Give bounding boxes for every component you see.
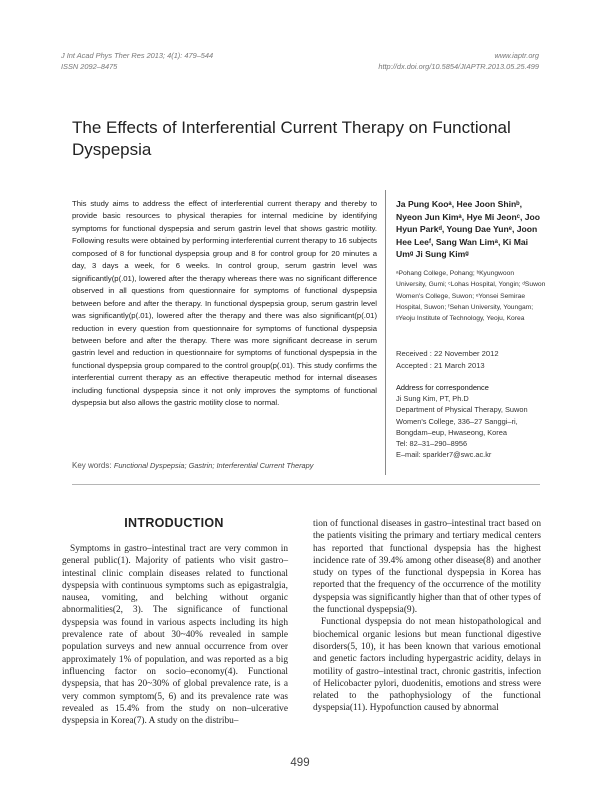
- correspondence-tel: Tel: 82–31–290–8956: [396, 439, 468, 449]
- doi-link[interactable]: http://dx.doi.org/10.5854/JIAPTR.2013.05.25.499: [378, 62, 539, 71]
- page-number: 499: [290, 757, 310, 769]
- intro-paragraph: Symptoms in gastro–intestinal tract are very common in general public(1). Majority of patients who visit gastro–intestinal clinic complain diseases related to functional dyspepsia with continuous symptoms such as epigastralgia, nausea, vomiting, and belching without organic abnormalities(2, 3). The significance of functional dyspepsia was found in various aspects including its high prevalence rate of about 30~40% revealed in sample population surveys and new annual occurrence from over approximately 1% of population, and was reported as a big influencing factor on socio–economy(4). Functional dyspepsia, that has 20~30% of global prevalence rate, is a very common symptom(5, 6) and its prevalence rate was revealed as 15.4% from the study on non–ulcerative dyspepsia in Korea(7). A study on the distribu–: [62, 544, 288, 727]
- header-left: [61, 50, 213, 72]
- header-right: [378, 50, 539, 72]
- received-date: Received : 22 November 2012: [396, 349, 499, 358]
- author-list: Ja Pung Kooᵃ, Hee Joon Shinᵇ, Nyeon Jun Kimᵃ, Hye Mi Jeonᶜ, Joo Hyun Parkᵈ, Young Dae Yunᵉ, Joon Hee Leeᶠ, Sang Wan Limᵃ, Ki Mai Umᵍ Ji Sung Kimᵍ: [396, 199, 541, 260]
- intro-paragraph: Functional dyspepsia do not mean histopathological and biochemical organic lesions but mean functional digestive disorders(5, 10), it has been known that various emotional and genetic factors including hypergastric acidity, delays in motility of gastro–intestinal tract, chronic gastritis, infection of Helicobacter pylori, duodenitis, emotions and stress were related to the pathophysiology of the functional dyspepsia(11). Hypofunction caused by abnormal: [313, 617, 541, 714]
- abstract: This study aims to address the effect of interferential current therapy and thereby to provide basic resources to physical therapies for internal medicine by identifying symptoms for functional dyspepsia and serum gastrin level that shows gastric motility. Following results were obtained by performing interferential current therapy to 16 subjects composed of 8 for functional dyspepsia group and 8 for control group for 20 minutes a day, 3 days a week, for 6 weeks. In control group, serum gastrin level was significantly(p(.01), lowered after the therapy whereas there was no significant difference observed in all questions from questionnaire for symptoms of functional dyspepsia between before and after the therapy. In functional dyspepsia group, serum gastrin level was significantly(p(.01), lowered after the therapy and there was also significant(p(.01) reduction in every question from questionnaire for symptoms of functional dyspepsia between before and after the therapy. There was more significant decrease in serum gastrin level and reduction in questionnaire for symptoms of functional dyspepsia in the functional dyspepsia group compared to the control group(p(.01). This study confirms the interferential current therapy as an effective therapeutic method for internal diseases including functional dyspepsia since it not only improves the symptoms of functional dyspepsia but also allows the gastric motility close to normal.: [72, 199, 377, 408]
- affiliations: ᵃPohang College, Pohang; ᵇKyungwoon University, Gumi; ᶜLohas Hospital, Yongin; ᵈSuwon Women's College, Suwon; ᵉYonsei Semirae Hospital, Suwon; ᶠSehan University, Youngam; ᵍYeoju Institute of Technology, Yeoju, Korea: [396, 270, 546, 323]
- issn: ISSN 2092–8475: [61, 62, 118, 71]
- intro-paragraph-continued: tion of functional diseases in gastro–intestinal tract based on the patients visiting the primary and tertiary medical centers has reported that functional dyspepsia has the highest incidence rate of 39.4% among other disease(8) and another study on types of the functional dyspepsia in Korea has reported that the frequency of the occurrence of the motility dyspepsia was significantly higher than that of other types of the functional dyspepsia(9).: [313, 519, 541, 616]
- journal-citation: J Int Acad Phys Ther Res 2013; 4(1): 479–544: [61, 51, 214, 60]
- keywords-label: Key words:: [72, 461, 112, 470]
- accepted-date: Accepted : 21 March 2013: [396, 360, 485, 370]
- keywords-value: Functional Dyspepsia; Gastrin; Interferential Current Therapy: [113, 461, 314, 470]
- dates-block: [396, 348, 546, 371]
- body-column-left: [62, 543, 288, 727]
- correspondence-email[interactable]: E–mail: sparkler7@swc.ac.kr: [396, 450, 492, 460]
- correspondence-dept: Department of Physical Therapy, Suwon Women's College, 336–27 Sanggi–ri, Bongdam–eup, Hwaseong, Korea: [396, 405, 528, 437]
- section-divider: [72, 484, 540, 485]
- correspondence-heading: Address for correspondence: [396, 383, 489, 392]
- column-divider: [385, 190, 386, 475]
- body-column-right: [313, 518, 541, 715]
- paper-title: The Effects of Interferential Current Therapy on Functional Dyspepsia: [72, 118, 511, 159]
- website-link[interactable]: www.iaptr.org: [494, 51, 539, 60]
- correspondence-name: Ji Sung Kim, PT, Ph.D: [396, 394, 469, 404]
- correspondence-block: [396, 382, 546, 460]
- introduction-heading: INTRODUCTION: [124, 516, 224, 530]
- keywords: [72, 461, 313, 470]
